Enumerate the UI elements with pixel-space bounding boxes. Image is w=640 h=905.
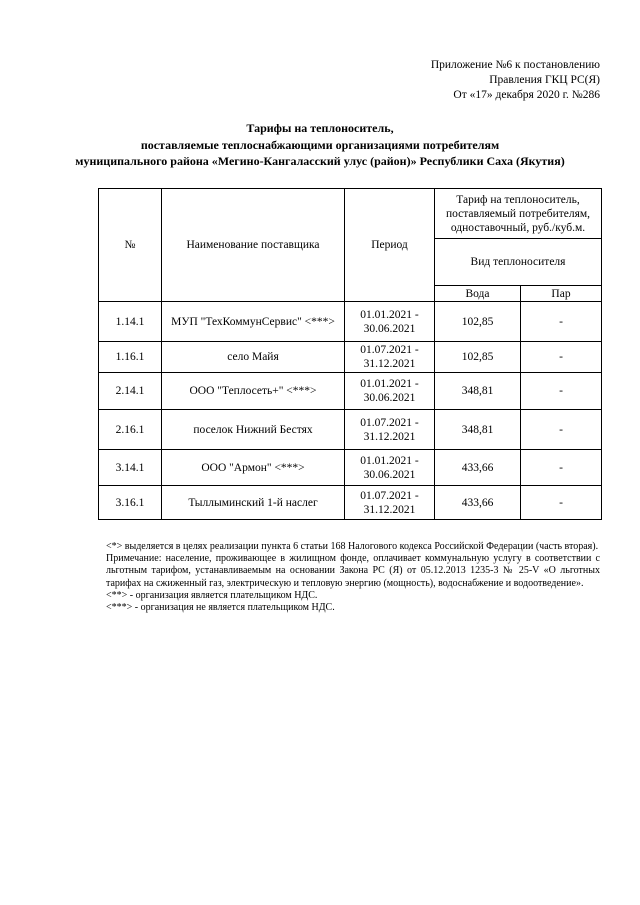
row-period: 01.01.2021 - 30.06.2021: [345, 302, 435, 342]
header-cell-supplier: Наименование поставщика: [162, 189, 345, 302]
row-steam-tariff: -: [521, 486, 602, 520]
header-cell-tariff: Тариф на теплоноситель, поставляемый потребителям, одноставочный, руб./куб.м.: [435, 189, 602, 239]
row-supplier: поселок Нижний Бестях: [162, 410, 345, 450]
row-number: 2.14.1: [99, 373, 162, 410]
footnotes: [106, 541, 600, 614]
footnote-population-note: Примечание: население, проживающее в жилищном фонде, оплачивает коммунальную услугу в соответствии с льготным тарифом, устанавливаемым на основании Закона РС (Я) от 05.12.2013 1235-3 № 25-V «О льготных тарифах на сжиженный газ, электрическую и тепловую энергию (мощность), водоснабжение и водоотведение».: [106, 553, 600, 589]
table-row: [99, 450, 602, 486]
header-cell-number: №: [99, 189, 162, 302]
header-cell-period: Период: [345, 189, 435, 302]
title-line-1: Тарифы на теплоноситель,: [246, 121, 394, 135]
table-row: [99, 373, 602, 410]
row-supplier: ООО "Армон" <***>: [162, 450, 345, 486]
table-row: [99, 410, 602, 450]
header-cell-carrier-type: Вид теплоносителя: [435, 239, 602, 286]
row-period: 01.07.2021 - 31.12.2021: [345, 486, 435, 520]
header-line-board: Правления ГКЦ РС(Я): [489, 74, 600, 86]
tariff-table: [98, 188, 602, 520]
row-steam-tariff: -: [521, 450, 602, 486]
header-line-appendix: Приложение №6 к постановлению: [430, 59, 600, 71]
row-supplier: Тыллыминский 1-й наслег: [162, 486, 345, 520]
table-row: [99, 342, 602, 373]
row-water-tariff: 102,85: [435, 342, 521, 373]
table-row: [99, 302, 602, 342]
row-water-tariff: 348,81: [435, 373, 521, 410]
row-water-tariff: 433,66: [435, 450, 521, 486]
document-header: [431, 58, 600, 103]
row-supplier: ООО "Теплосеть+" <***>: [162, 373, 345, 410]
row-supplier: МУП "ТехКоммунСервис" <***>: [162, 302, 345, 342]
header-cell-water: Вода: [435, 286, 521, 302]
row-steam-tariff: -: [521, 410, 602, 450]
row-period: 01.07.2021 - 31.12.2021: [345, 342, 435, 373]
row-supplier: село Майя: [162, 342, 345, 373]
row-period: 01.07.2021 - 31.12.2021: [345, 410, 435, 450]
header-line-date: От «17» декабря 2020 г. №286: [453, 89, 600, 101]
row-steam-tariff: -: [521, 302, 602, 342]
row-water-tariff: 433,66: [435, 486, 521, 520]
row-number: 3.16.1: [99, 486, 162, 520]
row-period: 01.01.2021 - 30.06.2021: [345, 373, 435, 410]
footnote-vat-allocation: <*> выделяется в целях реализации пункта 6 статьи 168 Налогового кодекса Российской Федерации (часть вторая).: [106, 541, 599, 552]
title-line-2: поставляемые теплоснабжающими организациями потребителям: [140, 137, 500, 152]
row-steam-tariff: -: [521, 373, 602, 410]
row-number: 1.16.1: [99, 342, 162, 373]
footnote-vat-payer: <**> - организация является плательщиком НДС.: [106, 589, 318, 601]
title-line-3: муниципального района «Мегино-Кангаласский улус (район)» Республики Саха (Якутия): [75, 154, 565, 168]
row-steam-tariff: -: [521, 342, 602, 373]
row-water-tariff: 102,85: [435, 302, 521, 342]
row-period: 01.01.2021 - 30.06.2021: [345, 450, 435, 486]
document-title: [0, 120, 640, 170]
row-number: 3.14.1: [99, 450, 162, 486]
footnote-non-vat-payer: <***> - организация не является плательщиком НДС.: [106, 602, 335, 614]
row-water-tariff: 348,81: [435, 410, 521, 450]
row-number: 2.16.1: [99, 410, 162, 450]
header-cell-steam: Пар: [521, 286, 602, 302]
table-row: [99, 486, 602, 520]
row-number: 1.14.1: [99, 302, 162, 342]
